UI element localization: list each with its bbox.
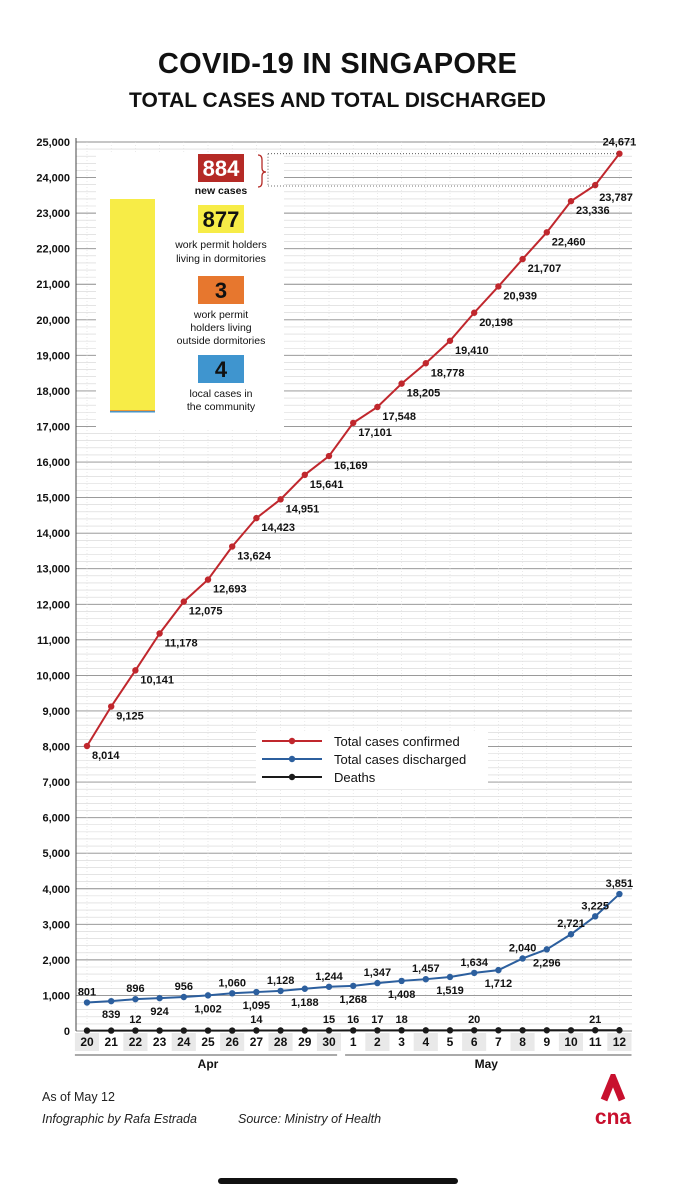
data-point (471, 310, 477, 316)
data-label: 2,040 (508, 942, 537, 955)
data-point (156, 995, 162, 1001)
y-tick-label: 21,000 (36, 279, 70, 292)
legend-marker (289, 738, 295, 744)
outside-badge-value: 3 (214, 278, 228, 303)
data-point (495, 1027, 501, 1033)
dormitory-caption: living in dormitories (176, 253, 266, 265)
legend-label: Deaths (334, 770, 376, 785)
x-tick-label: 7 (495, 1035, 502, 1049)
x-tick-label: 29 (298, 1035, 312, 1049)
outside-caption: work permit (193, 309, 249, 321)
chart-subtitle: TOTAL CASES AND TOTAL DISCHARGED (129, 89, 546, 112)
data-label: 1,095 (242, 1000, 271, 1013)
cna-logo (588, 1074, 638, 1130)
new-cases-badge-value: 884 (202, 156, 240, 181)
data-label: 12,693 (213, 583, 247, 596)
new-cases-caption: new cases (194, 185, 248, 197)
y-tick-label: 16,000 (36, 457, 70, 470)
y-tick-label: 20,000 (36, 314, 70, 327)
x-tick-label: 9 (543, 1035, 551, 1049)
data-point (447, 1027, 453, 1033)
data-point (326, 984, 332, 990)
data-point (253, 989, 259, 995)
y-tick-label: 11,000 (36, 634, 70, 647)
data-point (132, 996, 138, 1002)
data-point (205, 1027, 211, 1033)
y-tick-label: 18,000 (36, 385, 70, 398)
data-label: 22,460 (551, 236, 586, 249)
data-label: 21,707 (527, 263, 562, 276)
data-point (302, 986, 308, 992)
data-point (277, 1027, 283, 1033)
data-label: 1,188 (291, 996, 319, 1009)
source-note: Source: Ministry of Health (238, 1112, 382, 1126)
data-label: 9,125 (116, 710, 144, 723)
data-label: 18,205 (406, 387, 441, 400)
data-label: 839 (102, 1009, 121, 1022)
dormitory-caption: work permit holders (175, 239, 267, 251)
x-tick-label: 27 (249, 1035, 264, 1049)
data-point (616, 150, 622, 156)
data-point (423, 360, 429, 366)
data-label: 10,141 (140, 674, 175, 687)
y-tick-label: 0 (63, 1026, 70, 1038)
community-caption: local cases in (189, 388, 253, 400)
data-point (495, 283, 501, 289)
data-point (302, 1027, 308, 1033)
data-label: 1,002 (194, 1003, 222, 1016)
data-point (84, 743, 90, 749)
new-cases-callout (96, 152, 617, 430)
data-label: 924 (150, 1006, 169, 1019)
data-point (544, 946, 550, 952)
data-label: 3,851 (605, 878, 634, 891)
data-label: 19,410 (455, 344, 489, 357)
data-point (592, 913, 598, 919)
dormitory-badge-value: 877 (202, 207, 240, 232)
data-point (108, 998, 114, 1004)
x-tick-label: 21 (104, 1035, 118, 1049)
x-tick-label: 23 (152, 1035, 167, 1049)
legend-marker (289, 774, 295, 780)
data-point (132, 667, 138, 673)
x-tick-label: 26 (225, 1035, 239, 1049)
data-point (568, 931, 574, 937)
data-point (253, 515, 259, 521)
data-label: 1,408 (387, 988, 416, 1001)
x-tick-label: 10 (564, 1035, 578, 1049)
data-label: 18,778 (430, 367, 465, 380)
data-point (108, 703, 114, 709)
data-point (229, 1027, 235, 1033)
infographic-credit: Infographic by Rafa Estrada (42, 1112, 197, 1126)
x-tick-label: 22 (128, 1035, 143, 1049)
x-tick-label: 6 (470, 1035, 478, 1049)
data-point (519, 955, 525, 961)
x-tick-label: 5 (446, 1035, 454, 1049)
community-caption: the community (186, 401, 256, 413)
x-tick-label: 2 (374, 1035, 381, 1049)
data-point (181, 994, 187, 1000)
data-label: 1,519 (436, 984, 464, 997)
data-point (326, 1027, 332, 1033)
y-tick-label: 4,000 (42, 883, 70, 896)
x-tick-label: 12 (612, 1035, 627, 1049)
x-tick-label: 20 (80, 1035, 94, 1049)
outside-caption: outside dormitories (176, 335, 266, 347)
chart-title: COVID-19 IN SINGAPORE (157, 48, 518, 80)
data-point (471, 970, 477, 976)
y-tick-label: 15,000 (36, 492, 70, 505)
data-label: 2,296 (533, 957, 561, 970)
x-tick-label: 11 (588, 1035, 602, 1049)
data-point (398, 978, 404, 984)
data-label: 956 (174, 981, 193, 994)
y-tick-label: 17,000 (36, 421, 70, 434)
data-label: 15 (322, 1014, 336, 1026)
legend (256, 731, 488, 789)
data-point (350, 420, 356, 426)
x-tick-label: 3 (398, 1035, 405, 1049)
data-label: 16,169 (334, 460, 368, 473)
data-label: 1,128 (266, 974, 295, 987)
community-badge-value: 4 (214, 357, 228, 382)
data-point (568, 198, 574, 204)
month-label: Apr (197, 1057, 219, 1071)
data-label: 1,268 (339, 993, 367, 1006)
y-tick-label: 23,000 (36, 208, 70, 221)
y-tick-label: 5,000 (42, 848, 70, 861)
y-tick-label: 25,000 (36, 137, 70, 149)
data-label: 12 (129, 1014, 142, 1026)
data-label: 1,060 (218, 977, 246, 990)
data-point (277, 496, 283, 502)
data-label: 24,671 (602, 136, 637, 149)
data-point (398, 380, 404, 386)
data-point (398, 1027, 404, 1033)
data-label: 17,548 (382, 410, 417, 423)
data-label: 1,347 (363, 967, 392, 980)
data-point (84, 1027, 90, 1033)
data-label: 21 (589, 1014, 602, 1026)
data-point (616, 1027, 622, 1033)
data-point (253, 1027, 259, 1033)
data-label: 14 (250, 1014, 263, 1026)
data-point (423, 1027, 429, 1033)
legend-label: Total cases confirmed (334, 734, 460, 749)
data-point (132, 1027, 138, 1033)
data-label: 16 (347, 1014, 360, 1026)
month-label: May (474, 1057, 498, 1071)
data-point (544, 229, 550, 235)
data-point (374, 404, 380, 410)
data-point (350, 983, 356, 989)
x-tick-label: 24 (177, 1035, 191, 1049)
x-tick-label: 1 (349, 1035, 357, 1049)
community-bar (110, 411, 155, 413)
x-tick-label: 30 (322, 1035, 336, 1049)
data-point (374, 980, 380, 986)
data-label: 23,336 (576, 205, 610, 218)
data-point (205, 576, 211, 582)
data-point (108, 1027, 114, 1033)
y-tick-label: 12,000 (36, 599, 70, 612)
data-label: 18 (395, 1014, 408, 1026)
y-tick-label: 9,000 (42, 705, 70, 718)
data-label: 20,198 (479, 316, 513, 329)
data-point (544, 1027, 550, 1033)
outside-caption: holders living (190, 322, 252, 334)
x-tick-label: 4 (422, 1035, 430, 1049)
as-of-date: As of May 12 (42, 1090, 115, 1104)
data-point (447, 338, 453, 344)
data-point (156, 1027, 162, 1033)
data-label: 14,951 (285, 503, 320, 516)
data-point (181, 1027, 187, 1033)
data-point (592, 182, 598, 188)
data-point (519, 1027, 525, 1033)
data-label: 1,244 (315, 970, 343, 983)
data-label: 8,014 (92, 750, 120, 763)
data-label: 2,721 (557, 918, 585, 931)
data-point (302, 472, 308, 478)
data-label: 896 (126, 983, 145, 996)
data-label: 1,457 (412, 963, 440, 976)
data-label: 13,624 (237, 550, 271, 563)
y-tick-label: 10,000 (36, 670, 70, 683)
logo-text: cna (594, 1106, 632, 1129)
data-point (229, 543, 235, 549)
data-point (350, 1027, 356, 1033)
home-indicator (218, 1178, 458, 1184)
outside-bar (110, 410, 155, 411)
data-label: 12,075 (188, 605, 223, 618)
y-tick-label: 22,000 (36, 243, 70, 256)
dormitory-bar (110, 199, 155, 412)
data-label: 15,641 (309, 478, 344, 491)
y-tick-label: 13,000 (36, 563, 70, 576)
x-tick-label: 25 (201, 1035, 215, 1049)
y-tick-label: 19,000 (36, 350, 70, 363)
data-point (205, 992, 211, 998)
data-label: 801 (77, 986, 97, 999)
y-tick-label: 14,000 (36, 528, 70, 541)
data-point (568, 1027, 574, 1033)
data-label: 17 (371, 1014, 384, 1026)
data-point (592, 1027, 598, 1033)
data-point (519, 256, 525, 262)
legend-label: Total cases discharged (334, 752, 467, 767)
y-tick-label: 6,000 (42, 812, 70, 825)
data-point (181, 598, 187, 604)
data-label: 14,423 (261, 522, 296, 535)
data-label: 11,178 (164, 637, 198, 650)
y-tick-label: 7,000 (42, 777, 70, 790)
data-point (447, 974, 453, 980)
x-tick-label: 28 (273, 1035, 288, 1049)
legend-marker (289, 756, 295, 762)
data-point (277, 988, 283, 994)
data-point (495, 967, 501, 973)
y-tick-label: 24,000 (36, 172, 70, 185)
data-point (84, 999, 90, 1005)
data-label: 3,225 (581, 900, 609, 913)
data-point (616, 891, 622, 897)
data-label: 1,712 (484, 978, 513, 991)
data-label: 17,101 (358, 426, 392, 439)
y-tick-label: 2,000 (42, 954, 70, 967)
data-point (229, 990, 235, 996)
data-point (326, 453, 332, 459)
data-label: 23,787 (599, 192, 633, 205)
data-label: 20,939 (503, 290, 538, 303)
data-point (374, 1027, 380, 1033)
y-tick-label: 3,000 (42, 919, 70, 932)
data-point (423, 976, 429, 982)
y-tick-label: 1,000 (42, 990, 70, 1003)
data-point (471, 1027, 477, 1033)
data-point (156, 630, 162, 636)
data-label: 20 (468, 1014, 481, 1026)
x-tick-label: 8 (519, 1035, 526, 1049)
y-tick-label: 8,000 (42, 741, 70, 754)
data-label: 1,634 (460, 956, 488, 969)
